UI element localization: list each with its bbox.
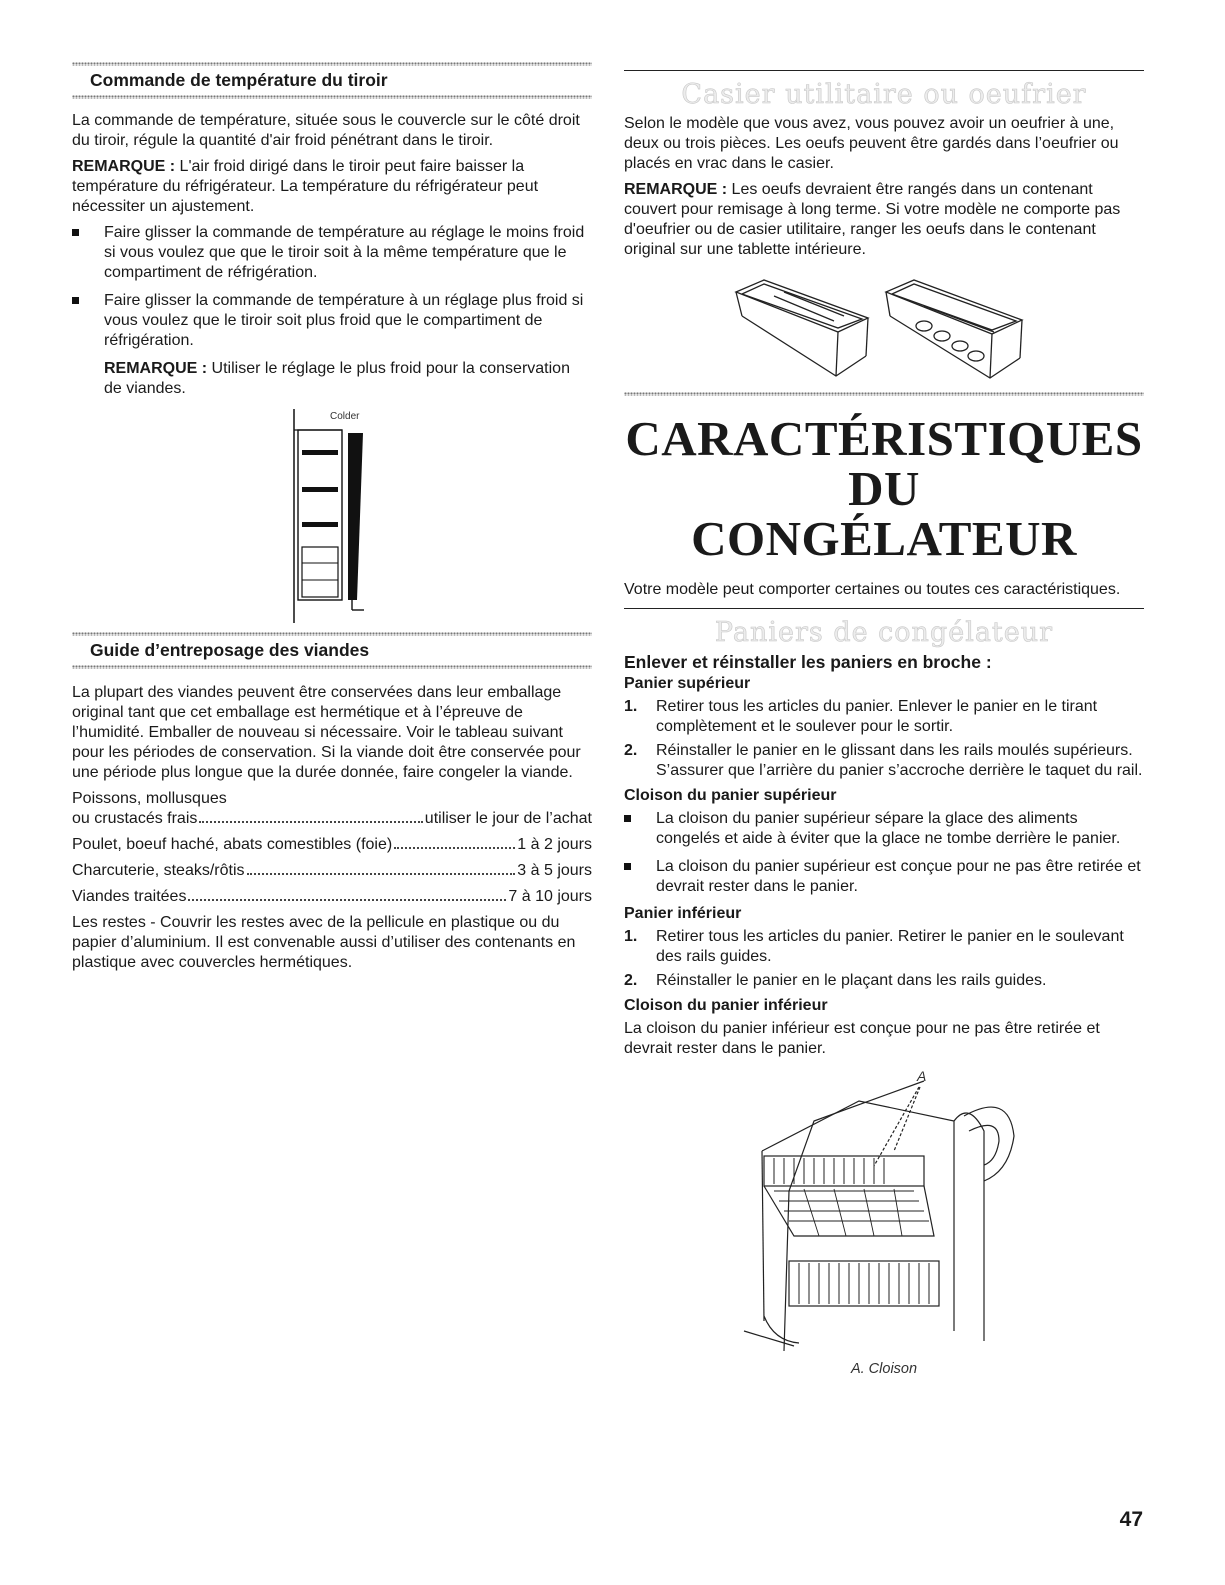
numbered-list	[624, 697, 1144, 781]
intro-paragraph: Votre modèle peut comporter certaines ou toutes ces caractéristiques.	[624, 581, 1121, 598]
list-item: 1. Retirer tous les articles du panier. Enlever le panier en le tirant complètement et le soulever pour le sortir.	[624, 698, 1098, 735]
main-title: CARACTÉRISTIQUES DU CONGÉLATEUR	[625, 411, 1143, 566]
colder-label: Colder	[330, 411, 360, 422]
freezer-basket-illustration	[624, 1061, 1144, 1361]
temperature-slider-diagram	[72, 405, 592, 630]
paragraph: Selon le modèle que vous avez, vous pouvez avoir un oeufrier à une, deux ou trois pièces. Les oeufs peuvent être gardés dans l’oeufrier ou placés en vrac dans le casier.	[624, 115, 1119, 172]
bullet-list	[624, 809, 1144, 897]
dotted-rule	[72, 62, 592, 66]
paragraph: La commande de température, située sous le couvercle sur le côté droit du tiroir, régule la quantité d'air froid pénétrant dans le tiroir.	[72, 112, 580, 149]
solid-rule	[624, 608, 1144, 609]
list-item: La cloison du panier supérieur est conçue pour ne pas être retirée et devrait rester dans le panier.	[624, 857, 1144, 897]
left-column	[72, 62, 592, 979]
paragraph: La cloison du panier inférieur est conçue pour ne pas être retirée et devrait rester dans le panier.	[624, 1020, 1100, 1057]
section-title-egg-bin: Casier utilitaire ou oeufrier	[681, 79, 1087, 110]
subheading-upper-divider: Cloison du panier supérieur	[624, 787, 837, 804]
dotted-rule	[72, 95, 592, 99]
subheading-lower-divider: Cloison du panier inférieur	[624, 997, 828, 1014]
storage-row: Poulet, boeuf haché, abats comestibles (foie) 1 à 2 jours	[72, 836, 592, 853]
subheading-upper-basket: Panier supérieur	[624, 675, 751, 692]
subheading-lower-basket: Panier inférieur	[624, 905, 742, 922]
dotted-rule	[72, 632, 592, 636]
figure-letter-a: A	[917, 1068, 927, 1084]
storage-row: ou crustacés frais utiliser le jour de l’achat	[72, 810, 592, 827]
list-item: Faire glisser la commande de température au réglage le moins froid si vous voulez que que le tiroir soit à la même température que le compartiment de réfrigération.	[72, 223, 592, 283]
section-title-temperature: Commande de température du tiroir	[90, 70, 388, 90]
list-item: Faire glisser la commande de température à un réglage plus froid si vous voulez que le tiroir soit plus froid que le compartiment de réfrigération.	[72, 291, 592, 351]
section-title-freezer-baskets: Paniers de congélateur	[714, 617, 1054, 648]
egg-bin-illustration	[624, 266, 1144, 386]
note: REMARQUE : Utiliser le réglage le plus froid pour la conservation de viandes.	[104, 360, 570, 397]
section-title-meat-guide: Guide d’entreposage des viandes	[90, 640, 370, 660]
dotted-rule	[624, 392, 1144, 396]
list-item: 2. Réinstaller le panier en le plaçant dans les rails guides.	[624, 972, 1047, 989]
paragraph: La plupart des viandes peuvent être conservées dans leur emballage original tant que cet emballage est hermétique et à l’épreuve de l’humidité. Emballer de nouveau si nécessaire. Voir le tableau suivant pour les périodes de conservation. Si la viande doit être conservée pour une période plus longue que la durée donnée, faire congeler la viande.	[72, 684, 581, 781]
right-column	[624, 62, 1144, 1377]
storage-row: Charcuterie, steaks/rôtis 3 à 5 jours	[72, 862, 592, 879]
list-item: 2. Réinstaller le panier en le glissant dans les rails moulés supérieurs. S’assurer que l’arrière du panier s’accroche derrière le taquet du rail.	[624, 742, 1143, 779]
solid-rule	[624, 70, 1144, 71]
dotted-rule	[72, 665, 592, 669]
storage-row: Viandes traitées 7 à 10 jours	[72, 888, 592, 905]
note: REMARQUE : L'air froid dirigé dans le tiroir peut faire baisser la température du réfrigérateur. La température du réfrigérateur peut nécessiter un ajustement.	[72, 158, 539, 215]
page-number: 47	[1119, 1508, 1143, 1531]
list-item: 1. Retirer tous les articles du panier. Retirer le panier en le soulevant des rails guides.	[624, 928, 1124, 965]
numbered-list	[624, 927, 1144, 991]
figure-caption: A. Cloison	[850, 1361, 918, 1377]
storage-first-line: Poissons, mollusques	[72, 790, 227, 807]
list-item: La cloison du panier supérieur sépare la glace des aliments congelés et aide à éviter que la glace ne tombe derrière le panier.	[624, 809, 1144, 849]
bullet-list	[72, 223, 592, 351]
paragraph: Les restes - Couvrir les restes avec de la pellicule en plastique ou du papier d’aluminium. Il est convenable aussi d’utiliser des contenants en plastique avec couvercles hermétiques.	[72, 914, 576, 971]
subheading-baskets: Enlever et réinstaller les paniers en broche :	[624, 652, 992, 672]
note: REMARQUE : Les oeufs devraient être rangés dans un contenant couvert pour remisage à long terme. Si votre modèle ne comporte pas d'oeufrier ou de casier utilitaire, ranger les oeufs dans le contenant original sur une tablette intérieure.	[624, 181, 1121, 258]
storage-table	[72, 789, 592, 907]
